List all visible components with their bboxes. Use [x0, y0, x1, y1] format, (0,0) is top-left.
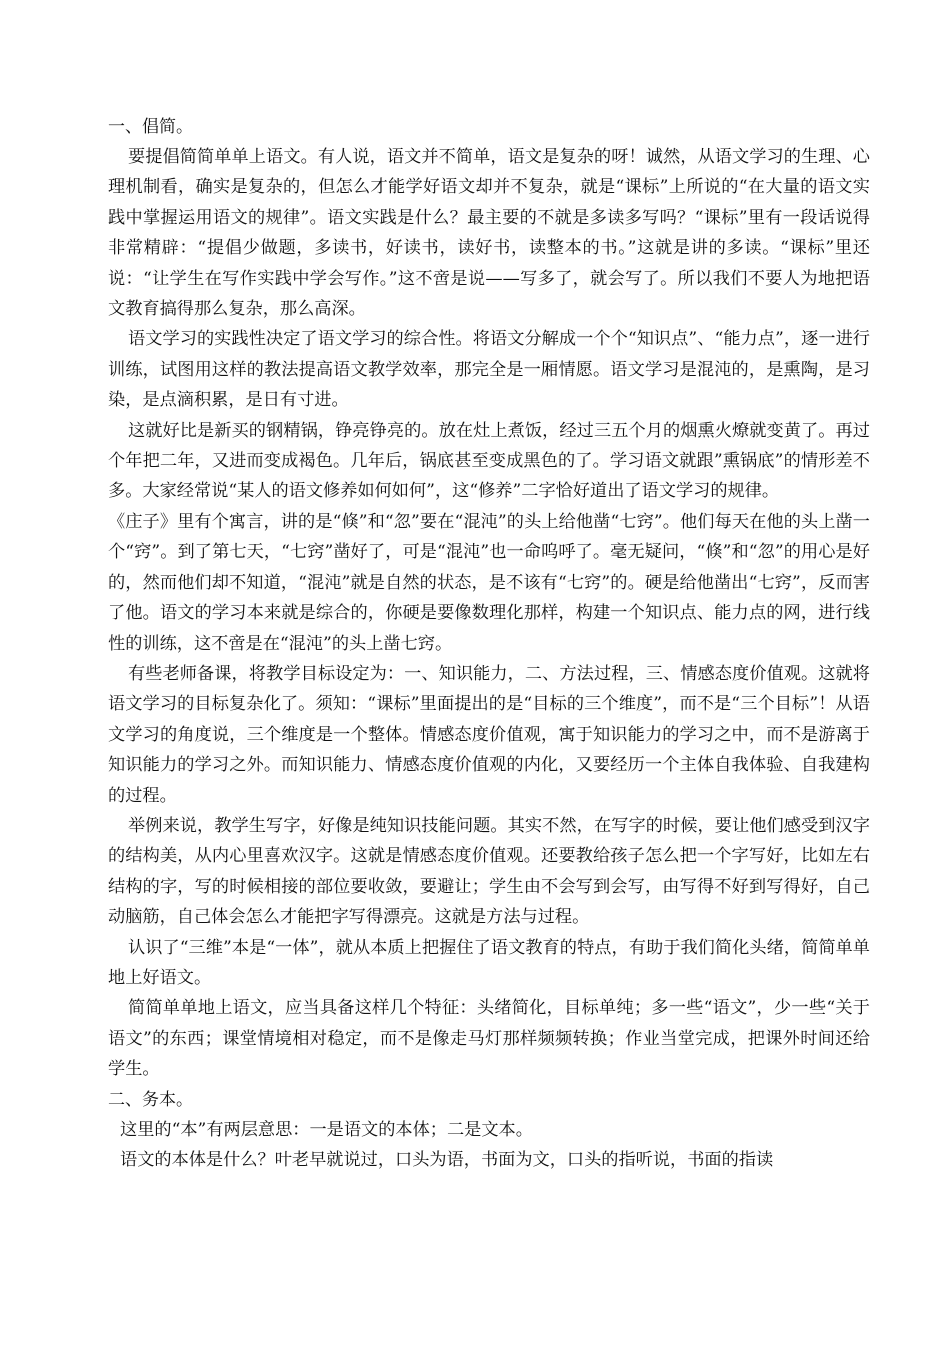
paragraph-4: 《庄子》里有个寓言，讲的是“倏”和“忽”要在“混沌”的头上给他凿“七窍”。他们每天在他的头上凿一个“窍”。到了第七天，“七窍”凿好了，可是“混沌”也一命呜呼了。毫无疑问，“倏”和“忽”的用心是好的，然而他们却不知道，“混沌”就是自然的状态，是不该有“七窍”的。硬是给他凿出“七窍”，反而害了他。语文的学习本来就是综合的，你硬是要像数理化那样，构建一个知识点、能力点的网，进行线性的训练，这不啻是在“混沌”的头上凿七窍。 [108, 511, 870, 654]
paragraph-5: 有些老师备课，将教学目标设定为：一、知识能力，二、方法过程，三、情感态度价值观。这就将语文学习的目标复杂化了。须知：“课标”里面提出的是“目标的三个维度”，而不是“三个目标”！从语文学习的角度说，三个维度是一个整体。情感态度价值观，寓于知识能力的学习之中，而不是游离于知识能力的学习之外。而知识能力、情感态度价值观的内化，又要经历一个主体自我体验、自我建构的过程。 [108, 663, 870, 806]
paragraph-10: 语文的本体是什么？叶老早就说过，口头为语，书面为文，口头的指听说，书面的指读 [120, 1150, 774, 1170]
document-page [108, 112, 870, 1175]
section-heading-2: 二、务本。 [108, 1089, 193, 1110]
paragraph-3: 这就好比是新买的钢精锅，铮亮铮亮的。放在灶上煮饭，经过三五个月的烟熏火燎就变黄了。再过个年把二年，又进而变成褐色。几年后，锅底甚至变成黑色的了。学习语文就跟”熏锅底”的情形差不多。大家经常说“某人的语文修养如何如何”，这“修养”二字恰好道出了语文学习的规律。 [108, 420, 870, 502]
paragraph-9: 这里的“本”有两层意思：一是语文的本体；二是文本。 [120, 1119, 533, 1140]
paragraph-6: 举例来说，教学生写字，好像是纯知识技能问题。其实不然，在写字的时候，要让他们感受到汉字的结构美，从内心里喜欢汉字。这就是情感态度价值观。还要教给孩子怎么把一个字写好，比如左右结构的字，写的时候相接的部位要收敛，要避让；学生由不会写到会写，由写得不好到写得好，自己动脑筋，自己体会怎么才能把字写得漂亮。这就是方法与过程。 [108, 815, 870, 928]
paragraph-1: 要提倡简简单单上语文。有人说，语文并不简单，语文是复杂的呀！诚然，从语文学习的生理、心理机制看，确实是复杂的，但怎么才能学好语文却并不复杂，就是“课标”上所说的“在大量的语文实践中掌握运用语文的规律”。语文实践是什么？最主要的不就是多读多写吗？“课标”里有一段话说得非常精辟：“提倡少做题，多读书，好读书，读好书，读整本的书。”这就是讲的多读。“课标”里还说：“让学生在写作实践中学会写作。”这不啻是说——写多了，就会写了。所以我们不要人为地把语文教育搞得那么复杂，那么高深。 [108, 147, 870, 320]
paragraph-7: 认识了“三维”本是“一体”，就从本质上把握住了语文教育的特点，有助于我们简化头绪，简简单单地上好语文。 [108, 937, 870, 988]
paragraph-2: 语文学习的实践性决定了语文学习的综合性。将语文分解成一个个“知识点”、“能力点”，逐一进行训练，试图用这样的教法提高语文教学效率，那完全是一厢情愿。语文学习是混沌的，是熏陶，是习染，是点滴积累，是日有寸进。 [108, 329, 870, 411]
section-heading-1: 一、倡简。 [108, 117, 193, 137]
paragraph-8: 简简单单地上语文，应当具备这样几个特征：头绪简化，目标单纯；多一些“语文”，少一些“关于语文”的东西；课堂情境相对稳定，而不是像走马灯那样频频转换；作业当堂完成，把课外时间还给学生。 [108, 998, 870, 1080]
